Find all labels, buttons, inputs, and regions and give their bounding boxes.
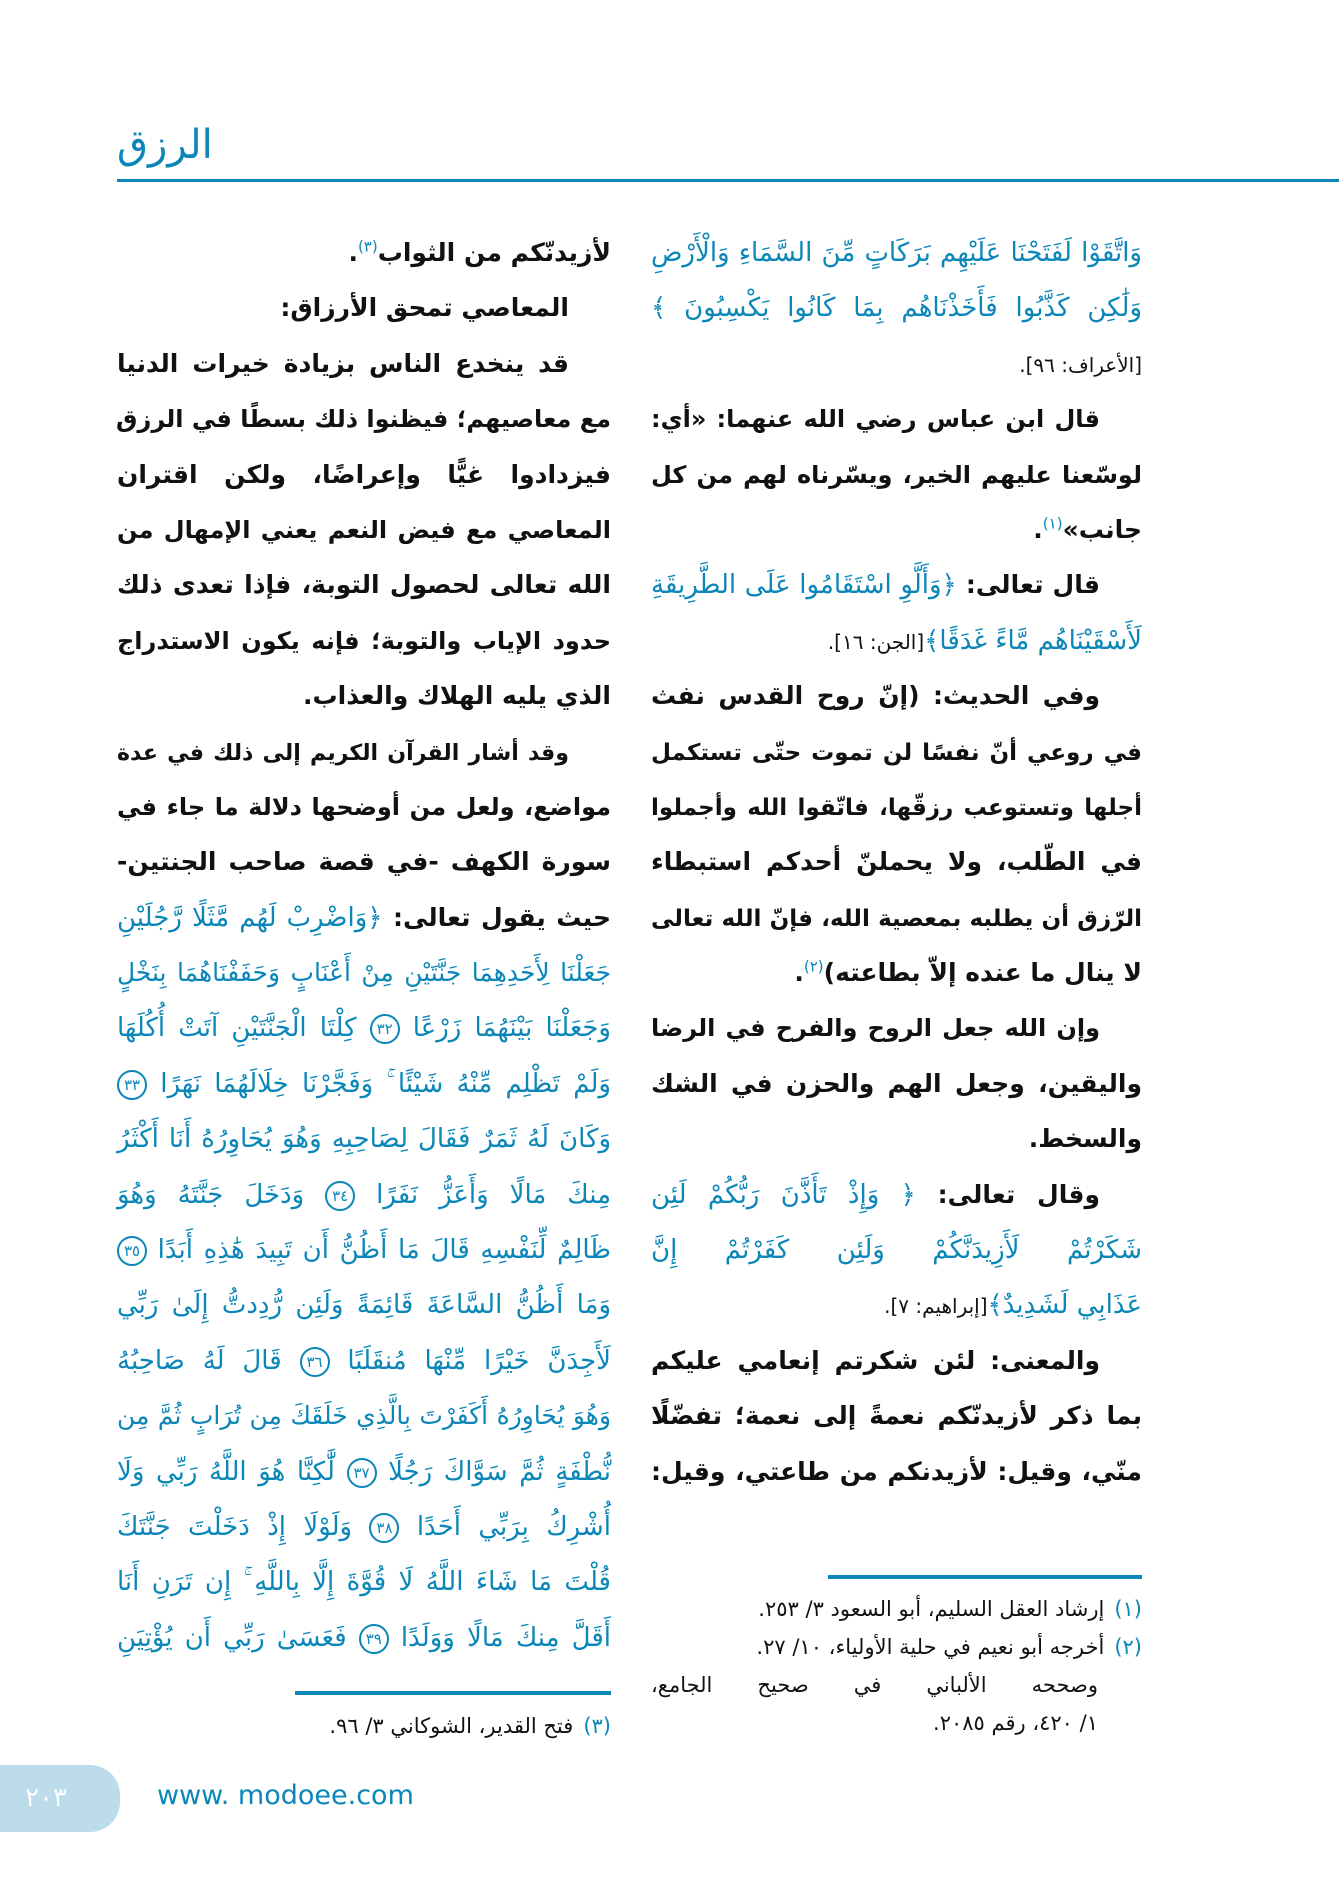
text-line: [117, 1499, 611, 1554]
footnote-text: فتح القدير، الشوكاني ٣/ ٩٦.: [329, 1714, 574, 1738]
text-line: [651, 1167, 1142, 1222]
text-line: [651, 225, 1142, 280]
quran-verse-text: ﴿وَأَلَّوِ اسْتَقَامُوا عَلَى الطَّرِيقَةِ: [651, 570, 957, 601]
body-text: قال تعالى:: [956, 570, 1100, 600]
footnote: [117, 1707, 611, 1745]
text-line: [651, 1111, 1142, 1166]
quran-verse-text: مِنكَ مَالًا وَأَعَزُّ نَفَرًا: [355, 1179, 611, 1210]
text-line: [651, 391, 1142, 446]
text-line: [651, 557, 1142, 612]
text-line: [117, 1388, 611, 1443]
footnote-rule-left: [295, 1691, 611, 1695]
ayah-number-marker: ٣٣: [117, 1070, 147, 1100]
text-line: [651, 1277, 1142, 1332]
text-line: [651, 945, 1142, 1000]
footnote-text: أخرجه أبو نعيم في حلية الأولياء، ١٠/ ٢٧.: [756, 1635, 1105, 1659]
body-text: .: [1033, 514, 1043, 544]
body-text: حدود الإياب والتوبة؛ فإنه يكون الاستدراج: [117, 626, 611, 655]
footnote: [651, 1590, 1142, 1628]
body-text: وقال تعالى:: [915, 1179, 1100, 1209]
text-line: [117, 1444, 611, 1499]
page-number: ٢٠٣: [25, 1783, 67, 1813]
quran-verse-text: شَكَرْتُمْ لَأَزِيدَنَّكُمْ وَلَئِن كَفَرْتُمْ إِنَّ: [651, 1235, 1142, 1266]
text-line: [117, 280, 611, 335]
quran-verse-text: لَأَجِدَنَّ خَيْرًا مِّنْهَا مُنقَلَبًا: [329, 1345, 611, 1376]
body-text: والمعنى: لئن شكرتم إنعامي عليكم: [651, 1345, 1100, 1375]
footnote-text: ١/ ٤٢٠، رقم ٢٠٨٥.: [933, 1711, 1098, 1735]
text-line: [651, 834, 1142, 889]
quran-verse-text: لَّٰكِنَّا هُوَ اللَّهُ رَبِّي وَلَا: [117, 1456, 347, 1487]
body-text: لوسّعنا عليهم الخير، ويسّرناه لهم من كل: [651, 460, 1142, 489]
body-text: الله تعالى لحصول التوبة، فإذا تعدى ذلك: [117, 570, 611, 600]
text-line: [117, 890, 611, 945]
text-line: [117, 447, 611, 502]
text-line: [117, 613, 611, 668]
text-line: [651, 1388, 1142, 1443]
ayah-number-marker: ٣٨: [369, 1513, 399, 1543]
text-line: [117, 668, 611, 723]
body-text: جانب»: [1062, 514, 1142, 544]
text-line: [651, 447, 1142, 502]
footnote-rule-right: [828, 1575, 1142, 1579]
ayah-number-marker: ٣٦: [300, 1347, 330, 1377]
text-line: [117, 1111, 611, 1166]
text-line: [117, 779, 611, 834]
text-line: [651, 1333, 1142, 1388]
body-text: وقد أشار القرآن الكريم إلى ذلك في عدة: [117, 739, 569, 766]
text-line: [117, 391, 611, 446]
page-number-box: [0, 1765, 120, 1832]
ayah-number-marker: ٣٩: [359, 1624, 389, 1654]
quran-verse-text: جَعَلْنَا لِأَحَدِهِمَا جَنَّتَيْنِ مِنْ أَعْنَابٍ وَحَفَفْنَاهُمَا بِنَخْلٍ: [117, 958, 611, 988]
text-line: [651, 890, 1142, 945]
text-line: [117, 1333, 611, 1388]
text-line: [117, 1056, 611, 1111]
quran-verse-text: وَهُوَ يُحَاوِرُهُ أَكَفَرْتَ بِالَّذِي خَلَقَكَ مِن تُرَابٍ ثُمَّ مِن: [117, 1401, 611, 1431]
footnotes-left: [117, 1707, 611, 1745]
text-line: [117, 724, 611, 779]
body-text: أجلها وتستوعب رزقّها، فاتّقوا الله وأجملوا: [651, 794, 1142, 821]
body-text: قد ينخدع الناس بزيادة خيرات الدنيا: [117, 348, 569, 378]
ayah-number-marker: ٣٥: [117, 1236, 147, 1266]
body-text: والسخط.: [1028, 1124, 1142, 1154]
text-line: [651, 502, 1142, 557]
body-text: وإن الله جعل الروح والفرح في الرضا: [651, 1014, 1100, 1043]
quran-verse-text: ﴿ وَإِذْ تَأَذَّنَ رَبُّكُمْ لَئِن: [651, 1179, 916, 1210]
footnote-text: وصححه الألباني في صحيح الجامع،: [651, 1673, 1098, 1697]
text-line: [651, 1222, 1142, 1277]
body-text: .: [348, 238, 358, 267]
quran-verse-text: عَذَابِي لَشَدِيدٌ﴾: [987, 1290, 1142, 1321]
text-line: [651, 336, 1142, 391]
text-line: [117, 1277, 611, 1332]
text-line: [117, 945, 611, 1000]
website-url: www. modoee.com: [157, 1780, 414, 1811]
quran-verse-text: أَقَلَّ مِنكَ مَالًا وَوَلَدًا: [388, 1622, 612, 1653]
body-text: لأزيدنّكم من الثواب: [377, 238, 611, 267]
verse-reference: [الأعراف: ٩٦].: [1019, 352, 1142, 377]
footnote-number: (٢): [1114, 1635, 1142, 1659]
body-text: قال ابن عباس رضي الله عنهما: «أي:: [651, 405, 1100, 434]
quran-verse-text: أُشْرِكُ بِرَبِّي أَحَدًا: [399, 1511, 612, 1542]
text-line: [117, 1000, 611, 1055]
text-line: [651, 779, 1142, 834]
text-line: [651, 1444, 1142, 1499]
body-text: حيث يقول تعالى:: [382, 902, 611, 932]
footnote: [651, 1704, 1142, 1742]
text-line: [651, 613, 1142, 668]
footnote-marker: (٢): [803, 957, 824, 976]
body-text: بما ذكر لأزيدنّكم نعمةً إلى نعمة؛ تفضّلًا: [651, 1401, 1142, 1431]
footnotes-right: [651, 1590, 1142, 1742]
body-text: المعاصي تمحق الأرزاق:: [280, 293, 569, 323]
body-text: واليقين، وجعل الهم والحزن في الشك: [651, 1068, 1142, 1098]
quran-verse-text: وَلَمْ تَظْلِم مِّنْهُ شَيْئًا ۚ وَفَجَّرْنَا خِلَالَهُمَا نَهَرًا: [147, 1068, 611, 1099]
body-text: الرّزق أن يطلبه بمعصية الله، فإنّ الله تعالى: [651, 905, 1142, 932]
left-column: [117, 225, 611, 1665]
verse-reference: [الجن: ١٦].: [827, 629, 925, 654]
footnote-text: إرشاد العقل السليم، أبو السعود ٣/ ٢٥٣.: [758, 1597, 1105, 1621]
footnote-marker: (١): [1042, 514, 1063, 533]
ayah-number-marker: ٣٤: [325, 1181, 355, 1211]
body-text: لا ينال ما عنده إلاّ بطاعته): [823, 958, 1142, 988]
quran-verse-text: وَكَانَ لَهُ ثَمَرٌ فَقَالَ لِصَاحِبِهِ وَهُوَ يُحَاوِرُهُ أَنَا أَكْثَرُ: [117, 1124, 611, 1155]
quran-verse-text: لَأَسْقَيْنَاهُم مَّاءً غَدَقًا﴾: [924, 625, 1142, 656]
quran-verse-text: كِلْتَا الْجَنَّتَيْنِ آتَتْ أُكُلَهَا: [117, 1013, 370, 1044]
quran-verse-text: وَجَعَلْنَا بَيْنَهُمَا زَرْعًا: [399, 1013, 611, 1044]
text-line: [117, 502, 611, 557]
body-text: مع معاصيهم؛ فيظنوا ذلك بسطًا في الرزق: [116, 405, 611, 434]
text-line: [117, 1610, 611, 1665]
body-text: وفي الحديث: (إنّ روح القدس نفث: [651, 681, 1100, 711]
footnote-number: (١): [1114, 1597, 1142, 1621]
text-line: [117, 1167, 611, 1222]
quran-verse-text: وَاتَّقَوْا لَفَتَحْنَا عَلَيْهِم بَرَكَاتٍ مِّنَ السَّمَاءِ وَالْأَرْضِ: [651, 238, 1142, 268]
ayah-number-marker: ٣٢: [370, 1014, 400, 1044]
footnote: [651, 1628, 1142, 1666]
body-text: المعاصي مع فيض النعم يعني الإمهال من: [117, 515, 611, 544]
body-text: منّي، وقيل: لأزيدنكم من طاعتي، وقيل:: [651, 1456, 1142, 1486]
text-line: [117, 1554, 611, 1609]
body-text: .: [794, 958, 804, 988]
footnote: [651, 1666, 1142, 1704]
body-text: فيزدادوا غيًّا وإعراضًا، ولكن اقتران: [117, 459, 611, 489]
body-text: الذي يليه الهلاك والعذاب.: [303, 681, 611, 711]
body-text: في الطّلب، ولا يحملنّ أحدكم استبطاء: [651, 847, 1142, 877]
quran-verse-text: وَلَٰكِن كَذَّبُوا فَأَخَذْنَاهُم بِمَا كَانُوا يَكْسِبُونَ ﴾: [651, 293, 1142, 324]
text-line: [117, 1222, 611, 1277]
text-line: [651, 1000, 1142, 1055]
quran-verse-text: ظَالِمٌ لِّنَفْسِهِ قَالَ مَا أَظُنُّ أَن تَبِيدَ هَٰذِهِ أَبَدًا: [147, 1235, 611, 1266]
text-line: [117, 336, 611, 391]
body-text: مواضع، ولعل من أوضحها دلالة ما جاء في: [117, 792, 611, 821]
quran-verse-text: فَعَسَىٰ رَبِّي أَن يُؤْتِيَنِ: [117, 1622, 359, 1653]
body-text: سورة الكهف -في قصة صاحب الجنتين-: [117, 847, 611, 877]
quran-verse-text: وَدَخَلَ جَنَّتَهُ وَهُوَ: [117, 1179, 326, 1210]
quran-verse-text: قُلْتَ مَا شَاءَ اللَّهُ لَا قُوَّةَ إِلَّا بِاللَّهِ ۚ إِن تَرَنِ أَنَا: [117, 1567, 611, 1598]
text-line: [651, 668, 1142, 723]
body-text: في روعي أنّ نفسًا لن تموت حتّى تستكمل: [651, 739, 1142, 766]
text-line: [117, 834, 611, 889]
ayah-number-marker: ٣٧: [347, 1458, 377, 1488]
text-line: [651, 280, 1142, 335]
quran-verse-text: نُّطْفَةٍ ثُمَّ سَوَّاكَ رَجُلًا: [376, 1456, 611, 1487]
text-line: [651, 724, 1142, 779]
text-line: [117, 225, 611, 280]
quran-verse-text: ﴿وَاضْرِبْ لَهُم مَّثَلًا رَّجُلَيْنِ: [117, 902, 383, 933]
quran-verse-text: وَمَا أَظُنُّ السَّاعَةَ قَائِمَةً وَلَئِن رُّدِدتُّ إِلَىٰ رَبِّي: [117, 1290, 611, 1321]
text-line: [651, 1056, 1142, 1111]
text-line: [117, 557, 611, 612]
quran-verse-text: وَلَوْلَا إِذْ دَخَلْتَ جَنَّتَكَ: [117, 1511, 370, 1542]
footnote-marker: (٣): [357, 237, 378, 256]
quran-verse-text: قَالَ لَهُ صَاحِبُهُ: [117, 1345, 300, 1376]
verse-reference: [إبراهيم: ٧].: [884, 1294, 988, 1319]
right-column: [651, 225, 1142, 1499]
footnote-number: (٣): [583, 1714, 611, 1738]
header-rule: [117, 179, 1339, 182]
running-header-title: الرزق: [117, 122, 213, 168]
